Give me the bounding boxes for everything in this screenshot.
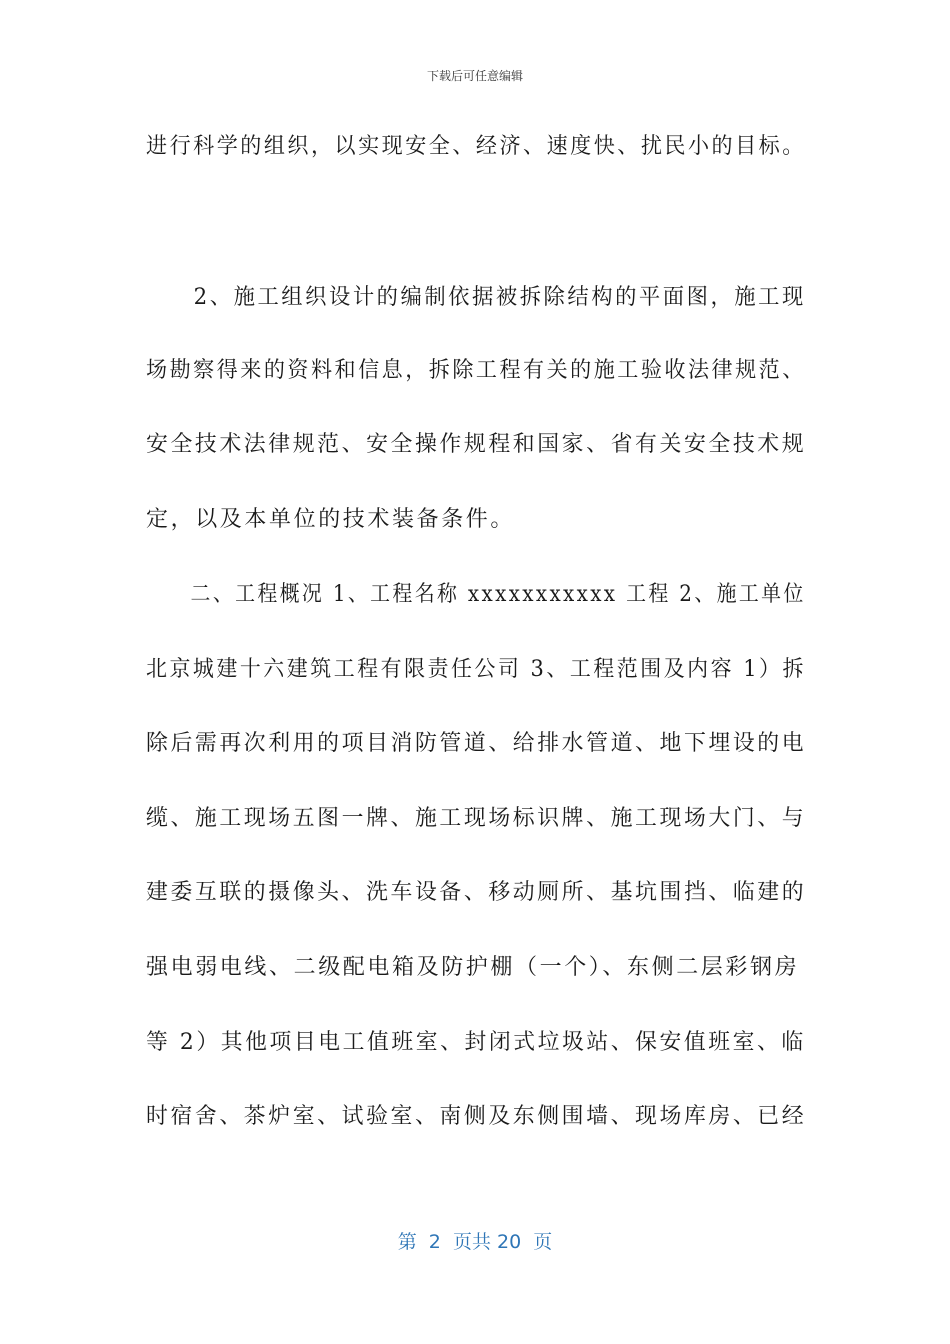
- text-line: 定，以及本单位的技术装备条件。: [146, 507, 516, 532]
- text-line: 缆、施工现场五图一牌、施工现场标识牌、施工现场大门、与: [146, 806, 807, 831]
- text-line: 等 2）其他项目电工值班室、封闭式垃圾站、保安值班室、临: [146, 1030, 806, 1055]
- text-line: 强电弱电线、二级配电箱及防护棚（一个）、东侧二层彩钢房: [146, 955, 800, 980]
- header-note: 下载后可任意编辑: [426, 69, 523, 83]
- text-line: 北京城建十六建筑工程有限责任公司 3、工程范围及内容 1）拆: [146, 657, 806, 682]
- text-line: 除后需再次利用的项目消防管道、给排水管道、地下埋设的电: [146, 731, 807, 756]
- page-number-footer: 第 2 页共 20 页: [397, 1231, 553, 1253]
- text-line: 二、工程概况 1、工程名称 xxxxxxxxxxx 工程 2、施工单位: [146, 582, 806, 607]
- text-line: 时宿舍、茶炉室、试验室、南侧及东侧围墙、现场库房、已经: [146, 1104, 807, 1129]
- text-line: 2、施工组织设计的编制依据被拆除结构的平面图，施工现: [146, 285, 806, 310]
- text-line: 安全技术法律规范、安全操作规程和国家、省有关安全技术规: [146, 432, 807, 457]
- text-line: 建委互联的摄像头、洗车设备、移动厕所、基坑围挡、临建的: [146, 880, 807, 905]
- text-line: 场勘察得来的资料和信息，拆除工程有关的施工验收法律规范、: [146, 358, 806, 383]
- text-line: 进行科学的组织，以实现安全、经济、速度快、扰民小的目标。: [146, 134, 806, 159]
